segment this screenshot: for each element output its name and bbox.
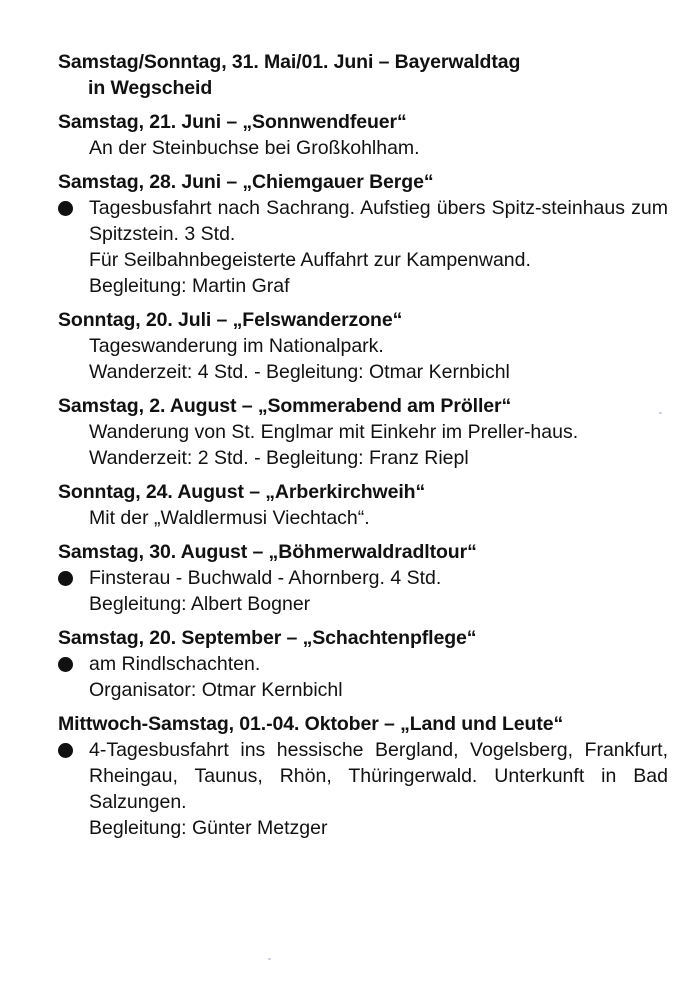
event-title: Samstag, 2. August – „Sommerabend am Pröller“ (58, 395, 512, 417)
event-bullet-text: am Rindlschachten. (89, 653, 261, 675)
bullet-icon (58, 657, 73, 672)
event-title (58, 49, 668, 101)
event-felswanderzone (58, 307, 668, 385)
bullet-icon (58, 571, 73, 586)
event-arberkirchweih (58, 479, 668, 531)
event-guide: Begleitung: Albert Bogner (89, 593, 311, 615)
event-list (58, 49, 668, 849)
event-schachtenpflege (58, 625, 668, 703)
event-land-und-leute (58, 711, 668, 841)
event-bullet-item (58, 195, 668, 247)
event-title: Samstag, 21. Juni – „Sonnwendfeuer“ (58, 111, 407, 133)
event-guide: Begleitung: Martin Graf (89, 275, 290, 297)
event-detail: An der Steinbuchse bei Großkohlham. (89, 137, 420, 159)
event-title: Mittwoch-Samstag, 01.-04. Oktober – „Land und Leute“ (58, 713, 564, 735)
event-organizer: Organisator: Otmar Kernbichl (89, 679, 343, 701)
scan-speck (268, 958, 271, 960)
event-bullet-item (58, 565, 668, 591)
event-title-text: Samstag/Sonntag, 31. Mai/01. Juni – Bayerwaldtag (58, 51, 521, 73)
bullet-icon (58, 743, 73, 758)
event-guide: Wanderzeit: 4 Std. - Begleitung: Otmar Kernbichl (89, 361, 510, 383)
event-bullet-text: Tagesbusfahrt nach Sachrang. Aufstieg übers Spitz-steinhaus zum Spitzstein. 3 Std. (89, 197, 668, 245)
event-guide: Wanderzeit: 2 Std. - Begleitung: Franz Riepl (89, 447, 469, 469)
event-detail: Mit der „Waldlermusi Viechtach“. (89, 507, 370, 529)
event-detail: Wanderung von St. Englmar mit Einkehr im Preller-haus. (89, 421, 579, 443)
event-bullet-text: Finsterau - Buchwald - Ahornberg. 4 Std. (89, 567, 442, 589)
event-detail: Tageswanderung im Nationalpark. (89, 335, 384, 357)
event-detail: Für Seilbahnbegeisterte Auffahrt zur Kampenwand. (89, 249, 531, 271)
scan-speck (659, 412, 662, 414)
event-bullet-item (58, 651, 668, 677)
bullet-icon (58, 201, 73, 216)
event-sommerabend (58, 393, 668, 471)
event-title: Samstag, 28. Juni – „Chiemgauer Berge“ (58, 171, 434, 193)
event-boehmerwaldradltour (58, 539, 668, 617)
event-guide: Begleitung: Günter Metzger (89, 817, 328, 839)
event-title: Sonntag, 20. Juli – „Felswanderzone“ (58, 309, 403, 331)
event-chiemgauer-berge (58, 169, 668, 299)
event-bullet-text: 4-Tagesbusfahrt ins hessische Bergland, Vogelsberg, Frankfurt, Rheingau, Taunus, Rhön, Thüringerwald. Unterkunft in Bad Salzungen. (89, 739, 668, 813)
event-title-continuation: in Wegscheid (88, 77, 213, 99)
event-title: Sonntag, 24. August – „Arberkirchweih“ (58, 481, 426, 503)
event-sonnwendfeuer (58, 109, 668, 161)
event-bayerwaldtag (58, 49, 668, 101)
event-title: Samstag, 30. August – „Böhmerwaldradltour“ (58, 541, 477, 563)
event-title: Samstag, 20. September – „Schachtenpflege“ (58, 627, 477, 649)
event-bullet-item (58, 737, 668, 815)
